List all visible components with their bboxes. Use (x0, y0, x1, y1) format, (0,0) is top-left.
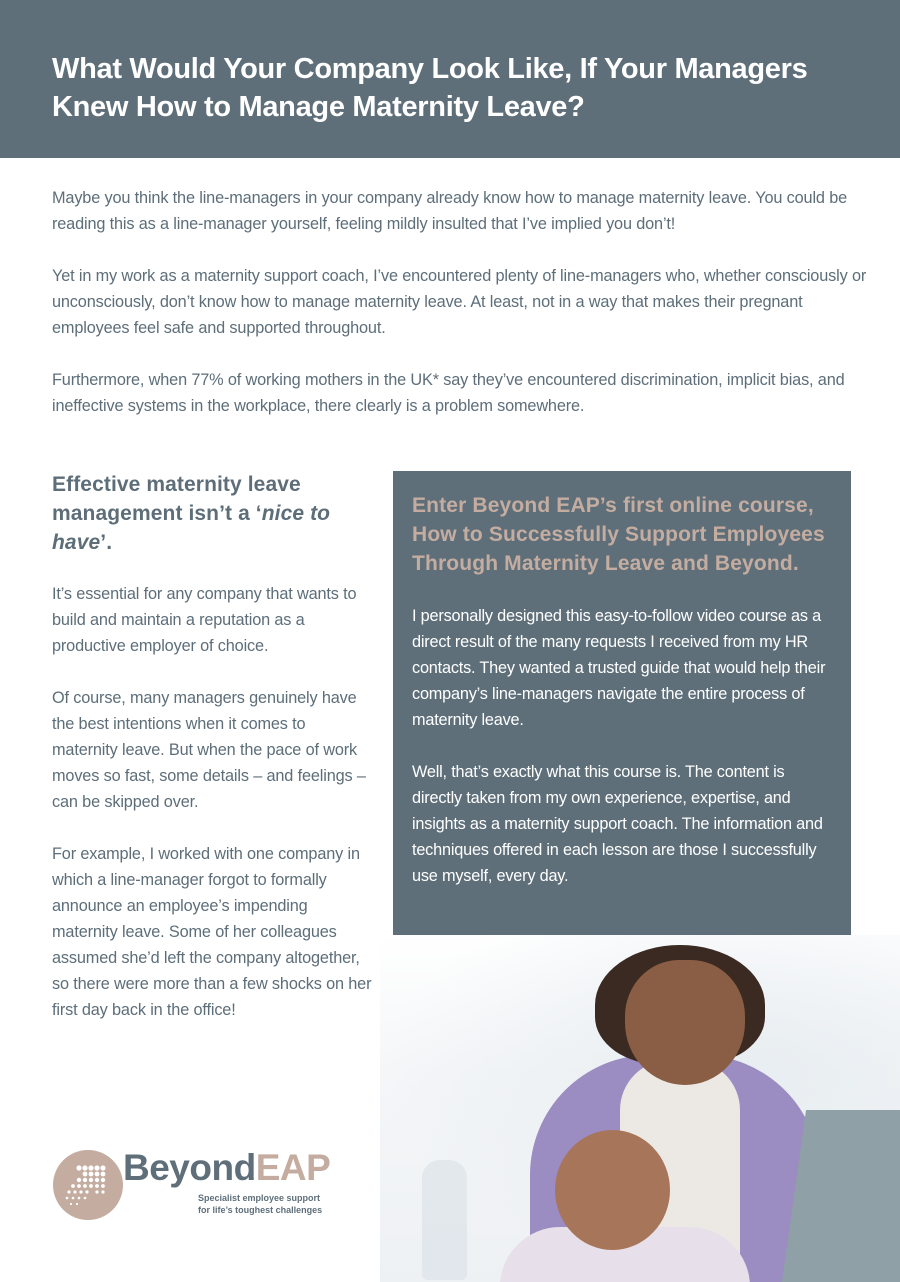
course-callout-box (393, 471, 851, 935)
mother-baby-photo (380, 935, 900, 1282)
body-paragraph: It’s essential for any company that wants to build and maintain a reputation as a productive employer of choice. (52, 585, 357, 655)
intro-section (52, 185, 872, 445)
tagline-line: for life’s toughest challenges (198, 1205, 323, 1215)
tagline-line: Specialist employee support (198, 1193, 321, 1203)
page-header (0, 0, 900, 158)
logo-wordmark (123, 1146, 330, 1190)
heading-emphasis: nice to have (52, 502, 331, 554)
body-paragraph: Of course, many managers genuinely have the best intentions when it comes to maternity leave. But when the pace of work moves so fast, some details – and feelings – can be skipped over. (52, 689, 366, 811)
body-paragraph: For example, I worked with one company in which a line-manager forgot to formally announce an employee’s impending maternity leave. Some of her colleagues assumed she’d left the company altogether, so there were more than a few shocks on her first day back in the office! (52, 845, 372, 1019)
intro-paragraph: Yet in my work as a maternity support coach, I’ve encountered plenty of line-managers who, whether consciously or unconsciously, don’t know how to manage maternity leave. At least, not in a way that makes their pregnant employees feel safe and supported throughout. (52, 267, 867, 337)
beyond-eap-logo (53, 1147, 363, 1225)
baby-bottle-shape (422, 1160, 467, 1280)
face-shape (625, 960, 745, 1085)
logo-word-eap: EAP (255, 1147, 331, 1188)
callout-paragraph: I personally designed this easy-to-follow video course as a direct result of the many requests I received from my HR contacts. They wanted a trusted guide that would help their company’s line-managers navigate the entire process of maternity leave. (412, 607, 826, 729)
callout-paragraph: Well, that’s exactly what this course is. The content is directly taken from my own experience, expertise, and insights as a maternity support coach. The information and techniques offered in each lesson are those I successfully use myself, every day. (412, 763, 823, 885)
heading-text: Effective maternity leave management isn’t a ‘ (52, 473, 301, 525)
left-column (52, 470, 372, 1049)
intro-paragraph: Furthermore, when 77% of working mothers in the UK* say they’ve encountered discrimination, implicit bias, and ineffective systems in the workplace, there clearly is a problem somewhere. (52, 371, 845, 415)
dotted-arrow-up-right-icon (53, 1150, 123, 1220)
callout-heading: Enter Beyond EAP’s first online course, How to Successfully Support Employees Through Maternity Leave and Beyond. (412, 494, 825, 575)
baby-head-shape (555, 1130, 670, 1250)
page-title: What Would Your Company Look Like, If Your Managers Knew How to Manage Maternity Leave? (52, 53, 808, 123)
section-heading (52, 470, 372, 557)
logo-word-beyond: Beyond (123, 1147, 256, 1188)
logo-tagline (198, 1192, 358, 1216)
heading-text-end: ’. (100, 531, 113, 554)
intro-paragraph: Maybe you think the line-managers in your company already know how to manage maternity leave. You could be reading this as a line-manager yourself, feeling mildly insulted that I’ve implied you don’t! (52, 189, 848, 233)
